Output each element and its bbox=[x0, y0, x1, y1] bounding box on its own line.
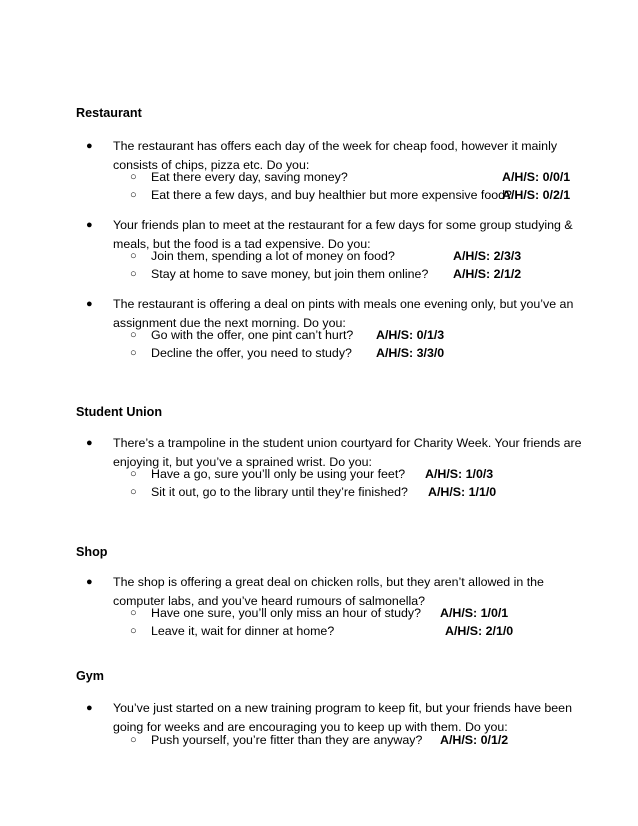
option-text: Push yourself, you’re fitter than they are anyway? bbox=[151, 733, 423, 747]
scenario-text: You’ve just started on a new training program to keep fit, but your friends have been going for weeks and are encouraging you to keep up with them. Do you: bbox=[113, 701, 572, 734]
option-item bbox=[0, 731, 638, 750]
bullet-icon: ● bbox=[86, 298, 93, 310]
bullet-icon: ● bbox=[86, 576, 93, 588]
option-score: A/H/S: 2/1/0 bbox=[445, 624, 514, 638]
scenario-text: The shop is offering a great deal on chicken rolls, but they aren’t allowed in the computer labs, and you’ve heard rumours of salmonella? bbox=[113, 575, 544, 608]
option-item bbox=[0, 604, 638, 623]
hollow-circle-icon: ○ bbox=[130, 268, 137, 280]
option-text: Have one sure, you’ll only miss an hour of study? bbox=[151, 606, 421, 620]
option-text: Have a go, sure you’ll only be using your feet? bbox=[151, 467, 406, 481]
scenario-text: There’s a trampoline in the student union courtyard for Charity Week. Your friends are enjoying it, but you’ve a sprained wrist. Do you: bbox=[113, 436, 582, 469]
option-score: A/H/S: 1/0/1 bbox=[440, 606, 509, 620]
bullet-icon: ● bbox=[86, 437, 93, 449]
hollow-circle-icon: ○ bbox=[130, 171, 137, 183]
option-score: A/H/S: 2/3/3 bbox=[453, 249, 522, 263]
scenario-text: Your friends plan to meet at the restaurant for a few days for some group studying & meals, but the food is a tad expensive. Do you: bbox=[113, 218, 573, 251]
section-heading-shop: Shop bbox=[76, 545, 108, 559]
hollow-circle-icon: ○ bbox=[130, 625, 137, 637]
section-heading-gym: Gym bbox=[76, 669, 104, 683]
option-score: A/H/S: 1/1/0 bbox=[428, 485, 497, 499]
section-heading-restaurant: Restaurant bbox=[76, 106, 142, 120]
option-item bbox=[0, 622, 638, 641]
option-text: Eat there every day, saving money? bbox=[151, 170, 348, 184]
option-item bbox=[0, 186, 638, 205]
option-item bbox=[0, 465, 638, 484]
hollow-circle-icon: ○ bbox=[130, 468, 137, 480]
option-score: A/H/S: 0/1/2 bbox=[440, 733, 509, 747]
scenario-text: The restaurant has offers each day of the week for cheap food, however it mainly consists of chips, pizza etc. Do you: bbox=[113, 139, 558, 172]
hollow-circle-icon: ○ bbox=[130, 189, 137, 201]
option-text: Eat there a few days, and buy healthier but more expensive food? bbox=[151, 188, 512, 202]
option-text: Decline the offer, you need to study? bbox=[151, 346, 352, 360]
bullet-icon: ● bbox=[86, 140, 93, 152]
option-item bbox=[0, 168, 638, 187]
bullet-icon: ● bbox=[86, 219, 93, 231]
hollow-circle-icon: ○ bbox=[130, 250, 137, 262]
option-item bbox=[0, 344, 638, 363]
hollow-circle-icon: ○ bbox=[130, 329, 137, 341]
option-item bbox=[0, 265, 638, 284]
option-item bbox=[0, 326, 638, 345]
option-score: A/H/S: 0/1/3 bbox=[376, 328, 445, 342]
hollow-circle-icon: ○ bbox=[130, 347, 137, 359]
hollow-circle-icon: ○ bbox=[130, 734, 137, 746]
option-item bbox=[0, 247, 638, 266]
option-score: A/H/S: 0/0/1 bbox=[502, 170, 571, 184]
hollow-circle-icon: ○ bbox=[130, 607, 137, 619]
option-item bbox=[0, 483, 638, 502]
option-score: A/H/S: 1/0/3 bbox=[425, 467, 494, 481]
option-score: A/H/S: 3/3/0 bbox=[376, 346, 445, 360]
option-text: Leave it, wait for dinner at home? bbox=[151, 624, 335, 638]
option-score: A/H/S: 2/1/2 bbox=[453, 267, 522, 281]
option-text: Sit it out, go to the library until they’re finished? bbox=[151, 485, 408, 499]
option-text: Stay at home to save money, but join them online? bbox=[151, 267, 429, 281]
option-text: Join them, spending a lot of money on food? bbox=[151, 249, 395, 263]
section-heading-student-union: Student Union bbox=[76, 405, 163, 419]
option-text: Go with the offer, one pint can’t hurt? bbox=[151, 328, 354, 342]
option-score: A/H/S: 0/2/1 bbox=[502, 188, 571, 202]
hollow-circle-icon: ○ bbox=[130, 486, 137, 498]
scenario-text: The restaurant is offering a deal on pints with meals one evening only, but you’ve an assignment due the next morning. Do you: bbox=[113, 297, 574, 330]
bullet-icon: ● bbox=[86, 702, 93, 714]
